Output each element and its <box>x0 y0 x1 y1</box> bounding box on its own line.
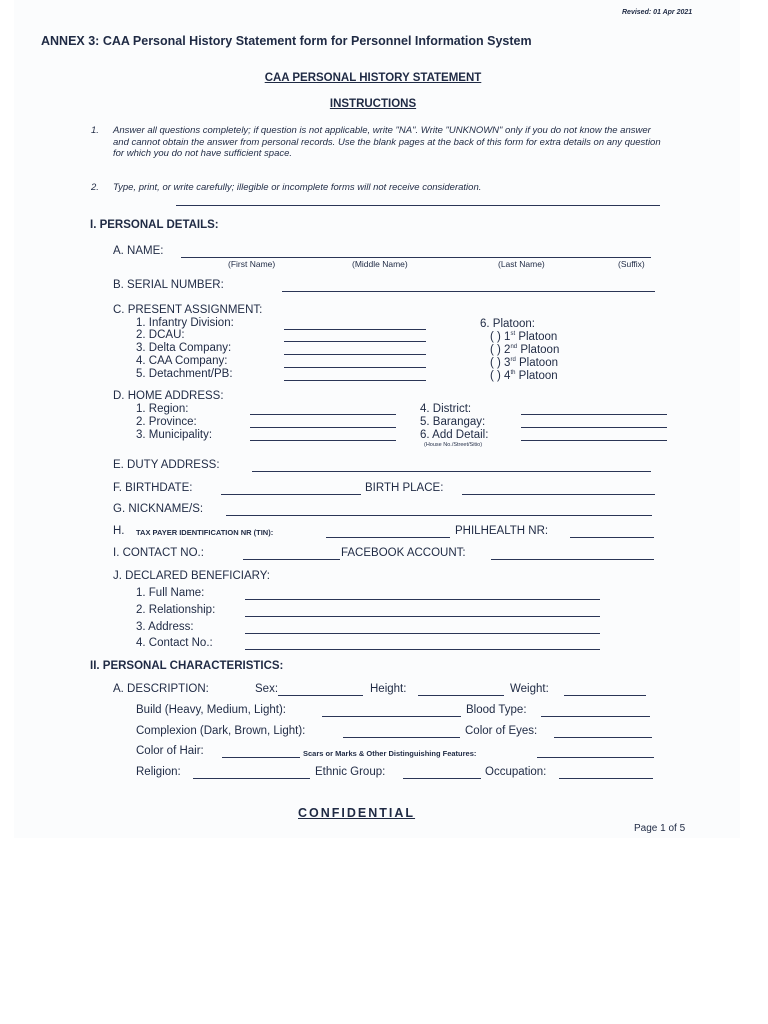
facebook-field[interactable] <box>491 559 654 560</box>
last-name-hint: (Last Name) <box>498 259 545 269</box>
platoon-option-3[interactable] <box>490 357 558 369</box>
birthplace-label: BIRTH PLACE: <box>365 482 444 494</box>
platoon-option-1[interactable] <box>490 331 557 343</box>
instruction-text: Type, print, or write carefully; illegible or incomplete forms will not receive consideration. <box>113 182 482 193</box>
platoon-option-text: Platoon <box>517 344 560 356</box>
municipality-field[interactable] <box>250 440 396 441</box>
ethnic-group-field[interactable] <box>403 778 481 779</box>
ethnic-group-label: Ethnic Group: <box>315 766 386 778</box>
beneficiary-label: J. DECLARED BENEFICIARY: <box>113 570 270 582</box>
region-label: 1. Region: <box>136 403 189 415</box>
suffix-hint: (Suffix) <box>618 259 645 269</box>
barangay-label: 5. Barangay: <box>420 416 486 428</box>
divider <box>176 205 660 206</box>
birthplace-field[interactable] <box>462 494 655 495</box>
birthdate-label: F. BIRTHDATE: <box>113 482 193 494</box>
add-detail-field[interactable] <box>521 440 667 441</box>
platoon-option-text: Platoon <box>515 357 558 369</box>
platoon-option-text: ( ) 4 <box>490 370 511 382</box>
annex-title: ANNEX 3: CAA Personal History Statement form for Personnel Information System <box>41 34 532 48</box>
add-detail-label: 6. Add Detail: <box>420 429 489 441</box>
nickname-field[interactable] <box>226 515 652 516</box>
page-number: Page 1 of 5 <box>634 823 686 834</box>
beneficiary-relationship-label: 2. Relationship: <box>136 604 216 616</box>
instruction-number: 2. <box>91 182 99 193</box>
sex-field[interactable] <box>278 695 363 696</box>
nickname-label: G. NICKNAME/S: <box>113 503 204 515</box>
add-detail-hint: (House No./Street/Sitio) <box>424 442 483 448</box>
platoon-option-text: ( ) 1 <box>490 331 511 343</box>
platoon-option-text: ( ) 3 <box>490 357 511 369</box>
platoon-option-2[interactable] <box>490 344 559 356</box>
ordinal-suffix: st <box>510 331 516 338</box>
tin-label: TAX PAYER IDENTIFICATION NR (TIN): <box>136 528 274 537</box>
detachment-field[interactable] <box>284 380 426 381</box>
beneficiary-name-label: 1. Full Name: <box>136 587 205 599</box>
birthdate-field[interactable] <box>221 494 361 495</box>
eye-color-label: Color of Eyes: <box>465 725 538 737</box>
platoon-option-4[interactable] <box>490 370 558 382</box>
height-label: Height: <box>370 683 407 695</box>
weight-label: Weight: <box>510 683 549 695</box>
beneficiary-relationship-field[interactable] <box>245 616 600 617</box>
description-label: A. DESCRIPTION: <box>113 683 209 695</box>
detachment-label: 5. Detachment/PB: <box>136 368 233 380</box>
middle-name-hint: (Middle Name) <box>352 259 408 269</box>
caa-company-field[interactable] <box>284 367 426 368</box>
revised-date: Revised: 01 Apr 2021 <box>622 9 693 16</box>
beneficiary-address-field[interactable] <box>245 633 600 634</box>
ordinal-suffix: rd <box>510 357 516 364</box>
section-personal-details: I. PERSONAL DETAILS: <box>90 219 219 231</box>
religion-field[interactable] <box>193 778 310 779</box>
first-name-hint: (First Name) <box>228 259 276 269</box>
tin-field[interactable] <box>326 537 450 538</box>
instructions-title: INSTRUCTIONS <box>329 98 417 110</box>
beneficiary-contact-label: 4. Contact No.: <box>136 637 213 649</box>
confidential-marking: CONFIDENTIAL <box>298 806 416 820</box>
form-title: CAA PERSONAL HISTORY STATEMENT <box>264 72 482 84</box>
occupation-field[interactable] <box>559 778 653 779</box>
occupation-label: Occupation: <box>485 766 547 778</box>
home-address-label: D. HOME ADDRESS: <box>113 390 224 402</box>
municipality-label: 3. Municipality: <box>136 429 213 441</box>
province-field[interactable] <box>250 427 396 428</box>
barangay-field[interactable] <box>521 427 667 428</box>
blood-type-field[interactable] <box>541 716 650 717</box>
province-label: 2. Province: <box>136 416 197 428</box>
name-label: A. NAME: <box>113 245 164 257</box>
scars-label: Scars or Marks & Other Distinguishing Features: <box>303 749 477 758</box>
delta-company-label: 3. Delta Company: <box>136 342 232 354</box>
complexion-field[interactable] <box>343 737 460 738</box>
contact-label: I. CONTACT NO.: <box>113 547 204 559</box>
section-personal-characteristics: II. PERSONAL CHARACTERISTICS: <box>90 660 284 672</box>
tin-prefix: H. <box>113 525 125 537</box>
beneficiary-address-label: 3. Address: <box>136 621 194 633</box>
build-field[interactable] <box>322 716 461 717</box>
hair-color-label: Color of Hair: <box>136 745 204 757</box>
infantry-division-field[interactable] <box>284 329 426 330</box>
philhealth-label: PHILHEALTH NR: <box>455 525 549 537</box>
philhealth-field[interactable] <box>570 537 654 538</box>
platoon-option-text: Platoon <box>515 370 558 382</box>
district-label: 4. District: <box>420 403 472 415</box>
duty-address-field[interactable] <box>252 471 651 472</box>
district-field[interactable] <box>521 414 667 415</box>
facebook-label: FACEBOOK ACCOUNT: <box>341 547 466 559</box>
beneficiary-contact-field[interactable] <box>245 649 600 650</box>
ordinal-suffix: th <box>510 370 516 377</box>
platoon-label: 6. Platoon: <box>480 318 535 330</box>
religion-label: Religion: <box>136 766 181 778</box>
dcau-field[interactable] <box>284 341 426 342</box>
blood-type-label: Blood Type: <box>466 704 527 716</box>
instruction-text: Answer all questions completely; if question is not applicable, write "NA". Write "UNKNOWN" only if you do not know the answer and cannot obtain the answer from personal records. Use the blank pages at the back of this form for extra details on any question for which you do not have sufficient space. <box>113 125 661 159</box>
instruction-number: 1. <box>91 125 99 136</box>
ordinal-suffix: nd <box>510 344 518 351</box>
hair-color-field[interactable] <box>222 757 300 758</box>
eye-color-field[interactable] <box>554 737 652 738</box>
assignment-label: C. PRESENT ASSIGNMENT: <box>113 304 263 316</box>
infantry-division-label: 1. Infantry Division: <box>136 317 234 329</box>
contact-field[interactable] <box>243 559 340 560</box>
sex-label: Sex: <box>255 683 279 695</box>
build-label: Build (Heavy, Medium, Light): <box>136 704 286 716</box>
duty-address-label: E. DUTY ADDRESS: <box>113 459 220 471</box>
platoon-option-text: ( ) 2 <box>490 344 511 356</box>
weight-field[interactable] <box>564 695 646 696</box>
beneficiary-name-field[interactable] <box>245 599 600 600</box>
complexion-label: Complexion (Dark, Brown, Light): <box>136 725 306 737</box>
region-field[interactable] <box>250 414 396 415</box>
caa-company-label: 4. CAA Company: <box>136 355 228 367</box>
scars-field[interactable] <box>537 757 654 758</box>
serial-field[interactable] <box>282 291 655 292</box>
dcau-label: 2. DCAU: <box>136 329 185 341</box>
platoon-option-text: Platoon <box>515 331 558 343</box>
height-field[interactable] <box>418 695 504 696</box>
name-field[interactable] <box>181 257 651 258</box>
serial-label: B. SERIAL NUMBER: <box>113 279 224 291</box>
delta-company-field[interactable] <box>284 354 426 355</box>
